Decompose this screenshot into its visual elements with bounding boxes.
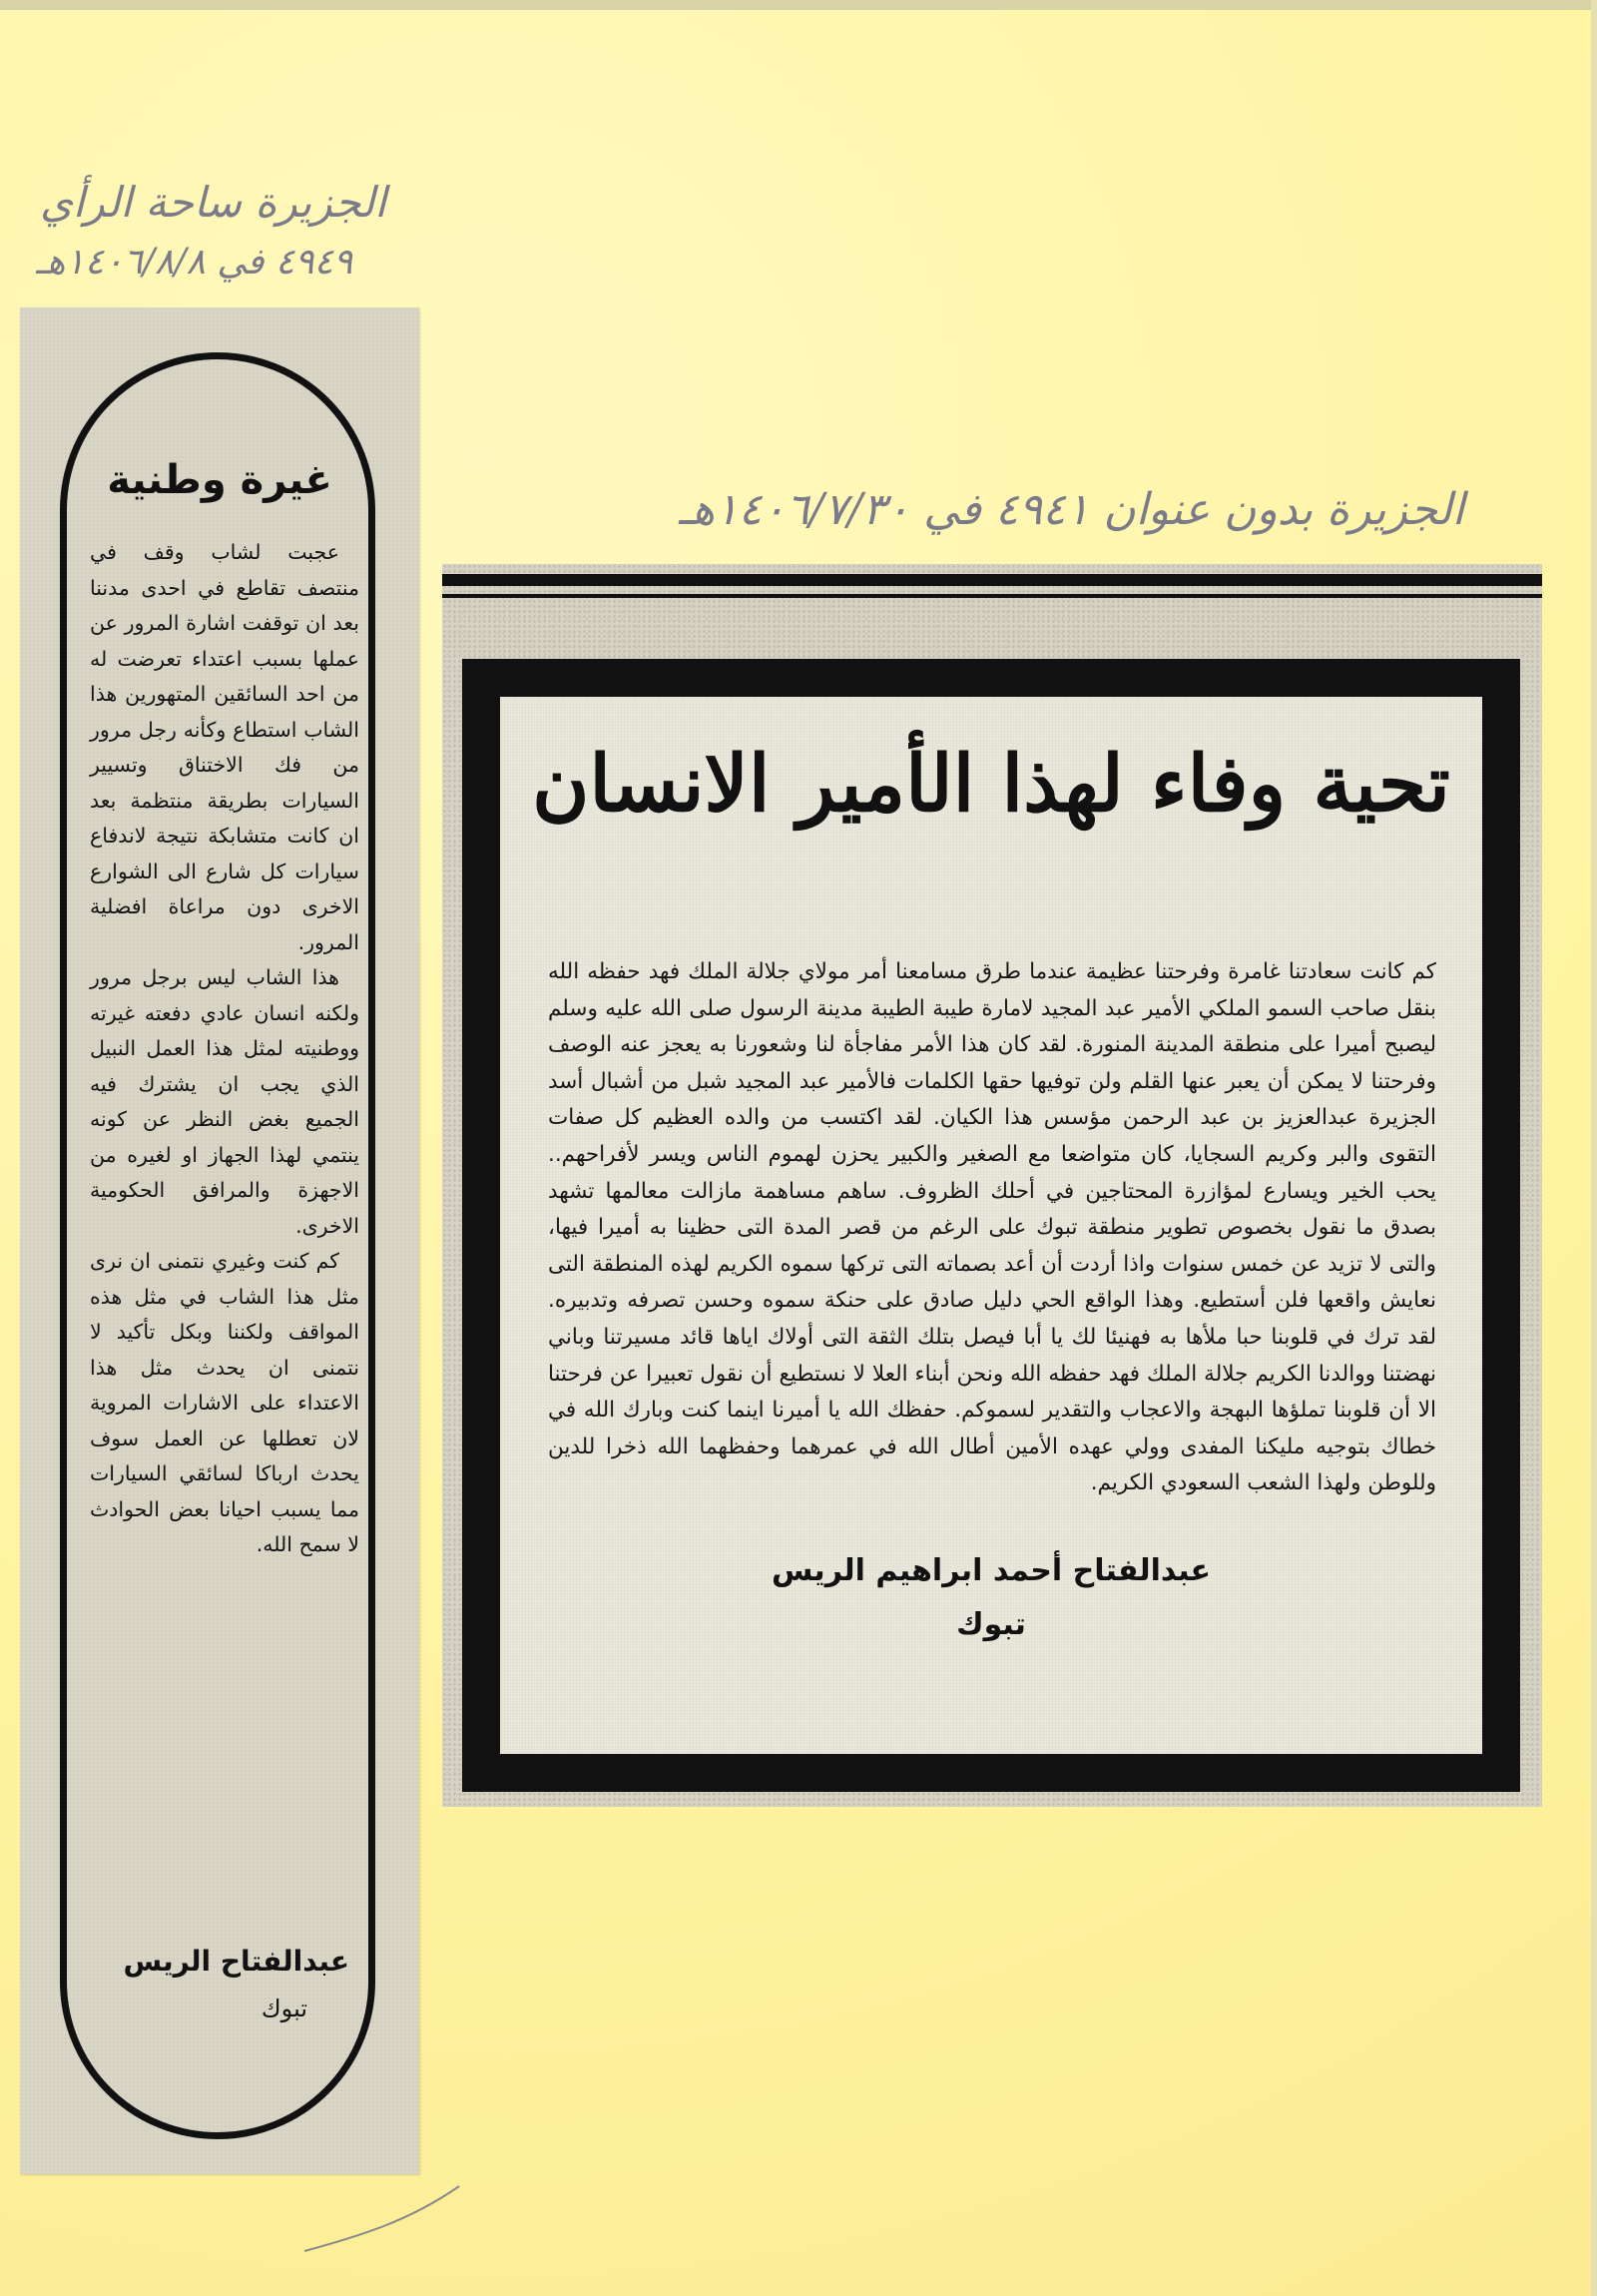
article-headline: تحية وفاء لهذا الأمير الانسان [532, 739, 1450, 830]
article-title: غيرة وطنية [107, 457, 332, 503]
author-signature: عبدالفتاح الريس [123, 1945, 349, 1978]
top-rule [442, 594, 1542, 598]
newspaper-clipping-left [20, 307, 419, 2174]
top-rule [442, 574, 1542, 586]
author-signature: عبدالفتاح أحمد ابراهيم الريس [772, 1553, 1211, 1588]
article-paragraph: عجبت لشاب وقف في منتصف تقاطع في احدى مدننا بعد ان توقفت اشارة المرور عن عملها بسبب اعتداء تعرضت له من احد السائقين المتهورين هذا الشاب استطاع وكأنه رجل مرور من فك الاختناق وتسيير السيارات بطريقة منتظمة بعد ان كانت متشابكة نتيجة لاندفاع سيارات كل شارع الى الشوارع الاخرى دون مراعاة افضلية المرور. [90, 540, 359, 954]
article-paragraph: هذا الشاب ليس برجل مرور ولكنه انسان عادي دفعته غيرته ووطنيته لمثل هذا العمل النبيل الذي يجب ان يشترك فيه الجميع بغض النظر عن كونه ينتمي لهذا الجهاز او لغيره من الاجهزة والمرافق الحكومية الاخرى. [90, 965, 359, 1238]
pencil-mark [299, 2166, 499, 2256]
article-body: كم كانت سعادتنا غامرة وفرحتنا عظيمة عندما طرق مسامعنا أمر مولاي جلالة الملك فهد حفظه الله بنقل صاحب السمو الملكي الأمير عبد المجيد لامارة طيبة الطيبة مدينة الرسول صلى الله عليه وسلم ليصبح أميرا على منطقة المدينة المنورة. لقد كان هذا الأمر مفاجأة لنا وشعورنا به يعجز عنه الوصف وفرحتنا لا يمكن أن يعبر عنها القلم ولن توفيها حقها الكلمات فالأمير عبد المجيد شبل من أشبال أسد الجزيرة عبدالعزيز بن عبد الرحمن مؤسس هذا الكيان. لقد اكتسب من والده العظيم كل صفات التقوى والبر وكريم السجايا، كان متواضعا مع الصغير والكبير يحزن لهموم الناس ويسر لأفراحهم.. يحب الخير ويسارع لمؤازرة المحتاجين في أحلك الظروف. ساهم مساهمة مازالت معالمها تشهد بصدق ما نقول بخصوص تطوير منطقة تبوك على الرغم من قصر المدة التى حظينا به أميرا فيها، والتى لا تزيد عن خمس سنوات واذا أردت أن أعد بصماته التى تركها سموه الكريم لهذه المنطقة التى نعايش واقعها فلن أستطيع. وهذا الواقع الحي دليل صادق على حنكة سموه وحسن تصرفه وتدبيره. لقد ترك في قلوبنا حبا ملأها به فهنيئا لك يا أبا فيصل بتلك الثقة التى أولاك اياها قائد مسيرتنا وباني نهضتنا ووالدنا الكريم جلالة الملك فهد حفظه الله ونحن أبناء العلا لا نستطيع أن نقول تعبيرا عن فرحتنا الا أن قلوبنا تملؤها البهجة والاعجاب والتقدير لسموكم. حفظك الله يا أميرنا اينما كنت وبارك الله في خطاك بتوجيه مليكنا المفدى وولي عهده الأمين أطال الله في عمرهما وحفظهما الله ذخرا للدين وللوطن ولهذا الشعب السعودي الكريم. [548, 959, 1436, 1496]
page-right-edge [1591, 0, 1597, 2296]
handwritten-date-note: ٤٩٤٩ في ١٤٠٦/٨/٨هـ [36, 242, 353, 283]
article-panel [500, 697, 1482, 1754]
author-city: تبوك [261, 1995, 307, 2022]
author-city: تبوك [956, 1607, 1026, 1642]
article-paragraph: كم كنت وغيري نتمنى ان نرى مثل هذا الشاب في مثل هذه المواقف ولكننا وبكل تأكيد لا نتمنى ان يحدث مثل هذا الاعتداء على الاشارات المروية لان تعطلها عن العمل سوف يحدث ارباكا لسائقي السيارات مما يسبب احيانا بعض الحوادث لا سمح الله. [90, 1249, 359, 1556]
black-frame [462, 659, 1520, 1792]
page-top-edge [0, 0, 1597, 10]
newspaper-clipping-right [442, 564, 1542, 1807]
handwritten-source-note: الجزيرة ساحة الرأي [40, 178, 386, 227]
article-body [90, 535, 359, 1563]
handwritten-source-date-note: الجزيرة بدون عنوان ٤٩٤١ في ١٤٠٦/٧/٣٠هـ [679, 484, 1464, 535]
